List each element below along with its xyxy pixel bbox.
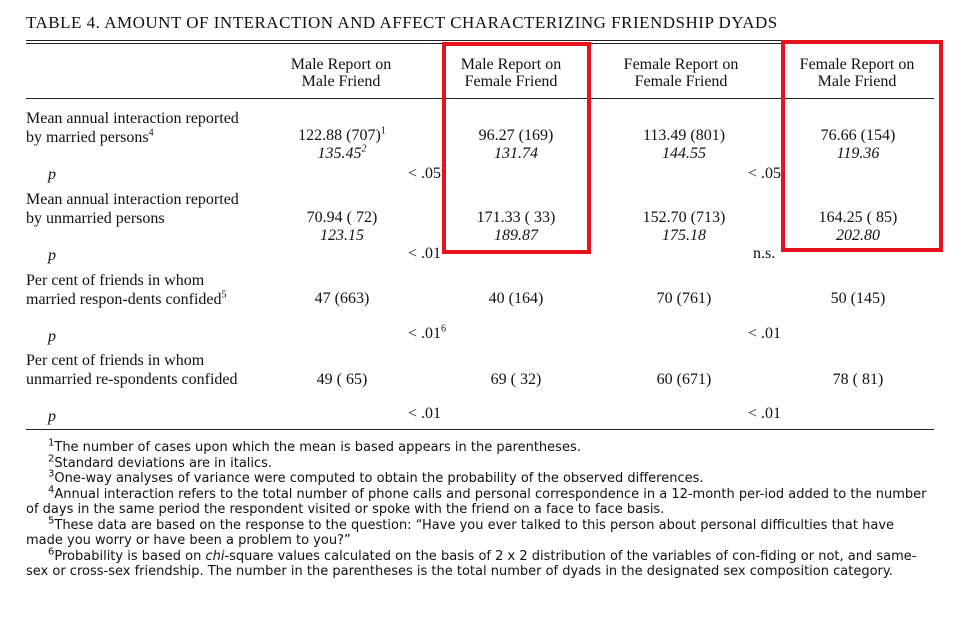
cell-r2-c2: 171.33 ( 33) 189.87 <box>476 209 556 244</box>
cell-r3-c2: 40 (164) <box>488 290 544 307</box>
p-label: p <box>48 408 56 425</box>
footnote-1: $^1$The number of cases upon which the mean is based appears in the parentheses. <box>48 437 581 455</box>
table-title: TABLE 4. AMOUNT OF INTERACTION AND AFFECT CHARACTERIZING FRIENDSHIP DYADS <box>26 13 778 32</box>
footnote-2: $^2$Standard deviations are in italics. <box>48 453 273 471</box>
p-value-female-r3: < .01 <box>748 325 782 342</box>
cell-r2-c3: 152.70 (713) 175.18 <box>642 209 726 244</box>
footnote-3: $^3$One-way analyses of variance were computed to obtain the probability of the observed differences. <box>48 468 704 486</box>
p-value-male-r4: < .01 <box>408 405 442 422</box>
row-label-married-confided: Per cent of friends in whom married respon-dents confided$^5$ <box>26 272 227 308</box>
cell-r4-c2: 69 ( 32) <box>490 371 542 388</box>
p-value-female-r4: < .01 <box>748 405 782 422</box>
cell-r4-c1: 49 ( 65) <box>316 371 368 388</box>
cell-r4-c3: 60 (671) <box>656 371 712 388</box>
row-label-unmarried-interaction: Mean annual interaction reported by unmarried persons <box>26 191 239 227</box>
cell-r2-c1: 70.94 ( 72) 123.15 <box>306 209 378 244</box>
highlight-box-male-female <box>442 42 591 254</box>
footnotes <box>26 437 931 580</box>
p-value-male-r2: < .01 <box>408 245 442 262</box>
cell-r1-c1: 122.88 $(707)^1$ 135.45$^2$ <box>298 125 386 162</box>
cell-r3-c1: 47 (663) <box>314 290 370 307</box>
cell-r1-c2: 96.27 (169) 131.74 <box>478 127 554 162</box>
row-label-married-interaction: Mean annual interaction reported by married persons$^4$ <box>26 110 239 146</box>
cell-r3-c3: 70 (761) <box>656 290 712 307</box>
p-value-female-r1: < .05 <box>748 165 782 182</box>
p-label: p <box>48 166 56 183</box>
cell-r3-c4: 50 (145) <box>830 290 886 307</box>
footnote-6: $^6$Probability is based on chi-square values calculated on the basis of 2 x 2 distribution of the variables of con-fiding or not, and same-sex or cross-sex friendship. The number in the parentheses is the total number of dyads in the designated sex composition category. <box>26 546 917 579</box>
p-value-male-r3: < $.01^6$ <box>408 323 447 342</box>
footnote-5: $^5$These data are based on the response to the question: “Have you ever talked to this person about personal difficulties that have made you worry or have been a problem to you?” <box>26 515 895 548</box>
col-header-male-female: Male Report on Female Friend <box>460 56 562 90</box>
p-label: p <box>48 247 56 264</box>
footnote-4: $^4$Annual interaction refers to the total number of phone calls and personal correspondence in a 12-month per-iod added to the number of days in the same period the respondent visited or spoke with the friend on a face to face basis. <box>26 484 927 517</box>
row-label-unmarried-confided: Per cent of friends in whom unmarried re-spondents confided <box>26 352 238 388</box>
p-value-female-r2: n.s. <box>753 245 776 262</box>
highlight-box-female-male <box>781 40 943 252</box>
cell-r1-c3: 113.49 (801) 144.55 <box>642 127 726 162</box>
cell-r1-c4: 76.66 (154) 119.36 <box>820 127 896 162</box>
bottom-rule <box>26 429 934 430</box>
col-header-male-male: Male Report on Male Friend <box>290 56 392 90</box>
cell-r4-c4: 78 ( 81) <box>832 371 884 388</box>
p-label: p <box>48 328 56 345</box>
col-header-female-female: Female Report on Female Friend <box>623 56 739 90</box>
p-value-male-r1: < $.05^3$ <box>408 163 447 182</box>
cell-r2-c4: 164.25 ( 85) 202.80 <box>818 209 898 244</box>
col-header-female-male: Female Report on Male Friend <box>799 56 915 90</box>
